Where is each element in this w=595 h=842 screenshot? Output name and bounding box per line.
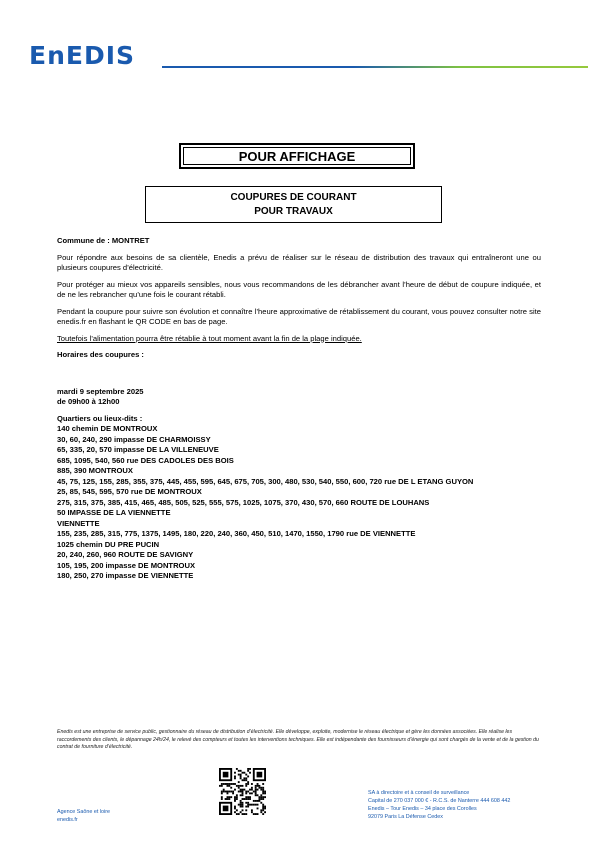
subject-box: [145, 186, 442, 223]
location-item: VIENNETTE: [57, 518, 100, 528]
header-rule: [162, 66, 588, 68]
subject-line-1: COUPURES DE COURANT: [230, 192, 357, 203]
enedis-description: Enedis est une entreprise de service public, gestionnaire du réseau de distribution d’électricité. Elle développe, exploite, modernise le réseau électrique et gère les données associées. Elle réalise les raccordements des clients, le dépannage 24h/24, le relevé des compteurs et toutes les interventions techniques. Elle est indépendante des fournisseurs d’énergie qui sont chargés de la vente et de la gestion du contrat de fourniture d’électricité.: [57, 729, 539, 750]
paragraph-1: Pour répondre aux besoins de sa clientèle, Enedis a prévu de réaliser sur le réseau de distribution des travaux qui entraîneront une ou plusieurs coupures d’électricité.: [57, 252, 541, 272]
location-item: 45, 75, 125, 155, 285, 355, 375, 445, 455, 595, 645, 675, 705, 300, 480, 530, 540, 550, 600, 720 rue DE L ETANG GUYON: [57, 476, 474, 486]
location-item: 885, 390 MONTROUX: [57, 466, 133, 475]
legal-line-3: Enedis – Tour Enedis – 34 place des Corolles: [368, 806, 477, 812]
location-item: 105, 195, 200 impasse DE MONTROUX: [57, 560, 196, 570]
location-item: 65, 335, 20, 570 impasse DE LA VILLENEUVE: [57, 445, 219, 454]
locations-label: Quartiers ou lieux-dits :: [57, 413, 143, 423]
legal-info: [368, 789, 510, 821]
schedule-date: mardi 9 septembre 2025: [57, 386, 144, 396]
paragraph-3: Pendant la coupure pour suivre son évolution et connaître l’heure approximative de rétablissement du courant, vous pouvez consulter notre site enedis.fr en flashant le QR CODE en bas de page.: [57, 306, 541, 326]
paragraph-2: Pour protéger au mieux vos appareils sensibles, nous vous recommandons de les débrancher avant l’heure de début de coupure indiquée, et de ne les rebrancher qu’une fois le courant rétabli.: [57, 279, 541, 299]
commune-label: Commune de :: [57, 236, 112, 245]
agency-website[interactable]: enedis.fr: [57, 817, 78, 823]
legal-line-4: 92079 Paris La Défense Cedex: [368, 814, 443, 820]
display-banner: [179, 143, 415, 169]
notice-body: [57, 236, 541, 582]
location-item: 275, 315, 375, 385, 415, 465, 485, 505, 525, 555, 575, 1025, 1075, 370, 430, 570, 660 ROUTE DE LOUHANS: [57, 497, 430, 507]
location-item: 50 IMPASSE DE LA VIENNETTE: [57, 508, 171, 517]
logo-text: EnEDIS: [29, 41, 136, 70]
location-item: 155, 235, 285, 315, 775, 1375, 1495, 180, 220, 240, 360, 450, 510, 1470, 1550, 1790 rue DE VIENNETTE: [57, 529, 416, 538]
agency-info: [57, 808, 110, 824]
location-item: 20, 240, 260, 960 ROUTE DE SAVIGNY: [57, 550, 194, 559]
commune-line: [57, 236, 541, 247]
location-item: 30, 60, 240, 290 impasse DE CHARMOISSY: [57, 434, 211, 444]
location-item: 180, 250, 270 impasse DE VIENNETTE: [57, 571, 194, 580]
location-item: 685, 1095, 540, 560 rue DES CADOLES DES BOIS: [57, 455, 234, 465]
enedis-logo: [29, 43, 135, 69]
subject-line-2: POUR TRAVAUX: [254, 206, 333, 217]
location-item: 1025 chemin DU PRE PUCIN: [57, 539, 160, 549]
schedule-time: de 09h00 à 12h00: [57, 397, 120, 406]
qr-code-icon: [219, 768, 266, 815]
legal-line-2: Capital de 270 037 000 € - R.C.S. de Nanterre 444 608 442: [368, 798, 511, 804]
qr-code[interactable]: [219, 768, 266, 815]
banner-title: POUR AFFICHAGE: [238, 148, 356, 164]
commune-name: MONTRET: [111, 236, 150, 245]
paragraph-4: Toutefois l’alimentation pourra être rétablie à tout moment avant la fin de la plage indiquée.: [57, 333, 362, 343]
legal-line-1: SA à directoire et à conseil de surveillance: [368, 790, 470, 796]
locations-list: [57, 424, 541, 582]
schedule-label: Horaires des coupures :: [57, 350, 144, 359]
agency-name: Agence Saône et loire: [57, 809, 111, 815]
location-item: 25, 85, 545, 595, 570 rue DE MONTROUX: [57, 487, 202, 496]
location-item: 140 chemin DE MONTROUX: [57, 424, 158, 433]
